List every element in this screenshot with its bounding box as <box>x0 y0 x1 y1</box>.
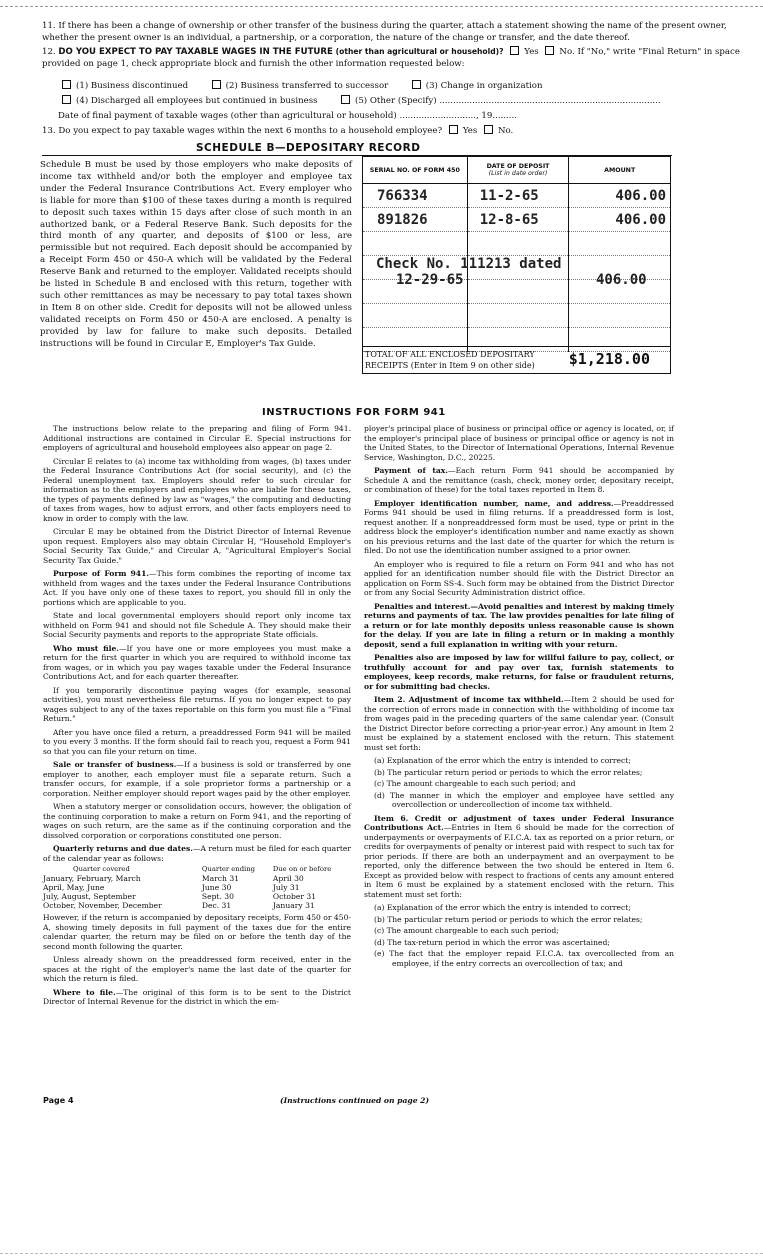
q12-yes-label: Yes <box>524 47 539 57</box>
table-row: April, May, June June 30 July 31 <box>43 883 300 892</box>
list-item: (b) The particular return period or periods to which the error relates; <box>374 914 643 924</box>
question-12: 12. DO YOU EXPECT TO PAY TAXABLE WAGES IN THE FUTURE (other than agricultural or household)? Yes No. If "No," write "Final Return" in space provided on page 1, check appropriate block and furnish the other information requested below: <box>42 47 740 69</box>
date-cell[interactable]: 12-8-65 <box>467 208 569 232</box>
table-row <box>363 208 671 232</box>
list-item: (d) The manner in which the employer and employee have settled any overcollection or undercollection of income tax withheld. <box>374 790 674 809</box>
instructions-title: INSTRUCTIONS FOR FORM 941 <box>262 407 446 418</box>
q13-yes-checkbox[interactable] <box>449 125 458 134</box>
list-item: (a) Explanation of the error which the entry is intended to correct; <box>374 903 631 912</box>
table-row <box>363 184 671 208</box>
check-note-line1: Check No. 111213 dated <box>376 256 562 272</box>
opt1-label: (1) Business discontinued <box>76 81 189 91</box>
col-amount-header: AMOUNT <box>569 157 671 184</box>
instructions-right-column: ployer's principal place of business or principal office or agency is located, or, if the employer's principal place of business or principal office or agency is not in the United States, to the Director of International Operations, Internal Revenue Service, Washington, D.C., 20225. Payment of tax.—Each return Form 941 should be accompanied by Schedule A and the remittance (cash, check, money order, depositary receipt, or combination of these) for the total taxes reported in Item 8. Employer identification number, name, and address.—Preaddressed Forms 941 should be used in filing returns. If a preaddressed form is lost, request another. If a nonpreaddressed form must be used, type or print in the address block the employer's identification number and name exactly as shown on his previous returns and the last date of the quarter for which the return is filed. Do not use the identification number assigned to a prior owner. An employer who is required to file a return on Form 941 and who has not applied for an identification number should file with the District Director an application on Form SS-4. Such form may be obtained from the District Director or from any Social Security Administration district office. Penalties and interest.—Avoid penalties and interest by making timely returns and payments of tax. The law provides penalties for late filing of a return or for late monthly deposits unless reasonable cause is shown for the delay. If you are late in filing a return or in making a monthly deposit, send a full explanation in writing with your return. Penalties also are imposed by law for willful failure to pay, collect, or truthfully account for and pay over tax, furnish statements to employees, keep records, make returns, for false or fraudulent returns, or for submitting bad checks. Item 2. Adjustment of income tax withheld.—Item 2 should be used for the correction of errors made in connection with the withholding of income tax from wages paid in the preceding quarters of the same calendar year. (Consult the District Director before correcting a prior-year error.) Any amount in Item 2 must be explained by a statement enclosed with the return. This statement must set forth: (a) Explanation of the error which the entry is intended to correct; (b) The particular return period or periods to which the error relates; (c) The amount chargeable to each such period; and (d) The manner in which the employer and employee have settled any overcollection or undercollection of income tax withheld. Item 6. Credit or adjustment of taxes under Federal Insurance Contributions Act.—Entries in Item 6 should be made for the correction of underpayments or overpayments of F.I.C.A. tax as reported on a prior return, or credits for overpayments of penalty or interest paid with respect to such tax for prior periods. If there are both an underpayment and an overpayment to be reported, only the difference between the two should be entered in Item 6. Except as provided below with respect to fractions of cents any amount entered in Item 6 must be explained by a statement enclosed with the return. This statement must set forth: (a) Explanation of the error which the entry is intended to correct; (b) The particular return period or periods to which the error relates; (c) The amount chargeable to each such period; (d) The tax-return period in which the error was ascertained; (e) The fact that the employer repaid F.I.C.A. tax overcollected from an employee, if the entry corrects an overcollection of tax; and <box>364 424 675 968</box>
serial-cell[interactable]: 891826 <box>363 208 468 232</box>
table-row <box>363 232 671 256</box>
question-13: 13. Do you expect to pay taxable wages within the next 6 months to a household employee? Yes No. <box>42 126 514 136</box>
amount-cell[interactable]: 406.00 <box>569 208 671 232</box>
opt3-checkbox[interactable] <box>412 80 421 89</box>
amount-cell[interactable]: 406.00 <box>569 184 671 208</box>
bottom-rule <box>0 1253 763 1254</box>
question-12-paren: (other than agricultural or household)? <box>335 47 504 56</box>
list-item: (c) The amount chargeable to each such period; and <box>374 779 576 788</box>
check-note-line2: 12-29-65 <box>396 272 464 288</box>
list-item: (a) Explanation of the error which the entry is intended to correct; <box>374 756 631 765</box>
total-label: TOTAL OF ALL ENCLOSED DEPOSITARY RECEIPTS (Enter in Item 9 on other side) <box>365 350 535 370</box>
options-row-1 <box>58 79 748 93</box>
opt2-checkbox[interactable] <box>212 80 221 89</box>
instructions-left-column: The instructions below relate to the preparing and filing of Form 941. Additional instructions are contained in Circular E. Special instructions for employers of agricultural and household employees also appear on page 2. Circular E relates to (a) income tax withholding from wages, (b) taxes under the Federal Insurance Contributions Act (for social security), and (c) the Federal unemployment tax. Employers should refer to such circular for information as to the employers and employees who are liable for these taxes, the types of payments defined by law as "wages," the computing and deducting of taxes from wages, how to adjust errors, and other facts employers need to know in order to comply with the law. Circular E may be obtained from the District Director of Internal Revenue upon request. Employers also may obtain Circular H, "Household Employer's Social Security Tax Guide," and Circular A, "Agricultural Employer's Social Security Tax Guide." Purpose of Form 941.—This form combines the reporting of income tax withheld from wages and the taxes under the Federal Insurance Contributions Act. If you have only one of these taxes to report, you should fill in only the portions which are applicable to you. State and local governmental employers should report only income tax withheld on Form 941 and should not file Schedule A. They should make their Social Security payments and reports to the appropriate State officials. Who must file.—If you have one or more employees you must make a return for the first quarter in which you are required to withhold income tax from wages, or in which you pay wages taxable under the Federal Insurance Contributions Act, and for each quarter thereafter. If you temporarily discontinue paying wages (for example, seasonal activities), you must nevertheless file returns. If you no longer expect to pay wages subject to any of the taxes reportable on this form you must file a "Final Return." After you have once filed a return, a preaddressed Form 941 will be mailed to you every 3 months. If the form should fail to reach you, request a Form 941 so that you can file your return on time. Sale or transfer of business.—If a business is sold or transferred by one employer to another, each employer must file a separate return. Such a transfer occurs, for example, if a sole proprietor forms a partnership or a corporation. Neither employer should report wages paid by the other employer. When a statutory merger or consolidation occurs, however, the obligation of the continuing corporation to make a return on Form 941, and the reporting of wages on such return, are the same as if the continuing corporation and the dissolved corporation or corporations constituted one person. Quarterly returns and due dates.—A return must be filed for each quarter of the calendar year as follows: Quarter covered Quarter ending Due on or before January, February, March March 31 April 30 April, May, June June 30 July 31 July, August, September Sept. 30 October 31 October, November, December Dec. 31 January 31 However, if the return is accompanied by depositary receipts, Form 450 or 450-A, showing timely deposits in full payment of the taxes due for the entire calendar quarter, the return may be filed on or before the tenth day of the second month following the quarter. Unless already shown on the preaddressed form received, enter in the spaces at the right of the employer's name the last date of the quarter for which the return is filed. Where to file.—The original of this form is to be sent to the District Director of Internal Revenue for the district in which the em- <box>43 424 352 1006</box>
table-row: January, February, March March 31 April 30 <box>43 874 304 883</box>
list-item: (e) The fact that the employer repaid F.I.C.A. tax overcollected from an employee, if the entry corrects an overcollection of tax; and <box>374 949 674 968</box>
q13-no-checkbox[interactable] <box>484 125 493 134</box>
opt1-checkbox[interactable] <box>62 80 71 89</box>
table-row: October, November, December Dec. 31 January 31 <box>43 901 315 910</box>
date-cell[interactable]: 11-2-65 <box>467 184 569 208</box>
options-row-2 <box>58 94 748 108</box>
check-amount: 406.00 <box>596 272 647 288</box>
list-item: (b) The particular return period or periods to which the error relates; <box>374 767 643 777</box>
top-rule <box>0 6 763 7</box>
quarter-due-dates-table: Quarter covered Quarter ending Due on or before January, February, March March 31 April 30 April, May, June June 30 July 31 July, August, September Sept. 30 October 31 October, November, December Dec. 31 January 31 <box>43 865 351 910</box>
schedule-b-text: Schedule B must be used by those employers who make deposits of income tax withheld and/or both the employer and employee tax under the Federal Insurance Contributions Act. Every employer who is liable for more than $100 of these taxes during a month is required to deposit such taxes within 15 days after close of such month in an authorized bank, or a Federal Reserve Bank. Such deposits for the third month of any quarter, and deposits of $100 or less, are permissible but not required. Each deposit should be accompanied by a Receipt Form 450 or 450-A which will be validated by the Federal Reserve Bank and returned to the employer. Validated receipts should be listed in Schedule B and enclosed with this return, together with such other remittances as may be necessary to pay total taxes shown in Item 8 on other side. Credit for deposits will not be allowed unless validated receipts on Form 450 or 450-A are enclosed. A penalty is provided by law for failure to make such deposits. Detailed instructions will be found in Circular E, Employer's Tax Guide. <box>40 160 352 349</box>
table-row <box>363 304 671 328</box>
final-payment-date[interactable]: Date of final payment of taxable wages (other than agricultural or household) ............................, 19......... <box>58 111 517 121</box>
list-item: (c) The amount chargeable to each such period; <box>374 926 559 935</box>
schedule-b-title: SCHEDULE B—DEPOSITARY RECORD <box>196 142 421 154</box>
question-11: 11. If there has been a change of ownership or other transfer of the business during the quarter, attach a statement showing the name of the present owner, whether the present owner is an individual, a partnership, or a corporation, the nature of the change or transfer, and the date thereof. <box>42 21 727 43</box>
col-date-header: DATE OF DEPOSIT (List in date order) <box>467 157 569 184</box>
continued-note: (Instructions continued on page 2) <box>280 1096 430 1105</box>
opt2-label: (2) Business transferred to successor <box>225 81 389 91</box>
question-12-heading: DO YOU EXPECT TO PAY TAXABLE WAGES IN THE FUTURE <box>58 47 333 57</box>
col-serial-header: SERIAL NO. OF FORM 450 <box>363 157 468 184</box>
list-item: (d) The tax-return period in which the error was ascertained; <box>374 937 610 947</box>
opt5-label: (5) Other (Specify) ................................................................................. <box>354 96 661 106</box>
table-row: July, August, September Sept. 30 October 31 <box>43 892 317 901</box>
depositary-record-table <box>362 156 671 352</box>
opt4-checkbox[interactable] <box>62 95 71 104</box>
total-value[interactable]: $1,218.00 <box>568 350 650 368</box>
opt3-label: (3) Change in organization <box>425 81 543 91</box>
q12-no-label: No. <box>559 47 575 57</box>
total-deposits-box <box>362 346 671 374</box>
page-number: Page 4 <box>43 1096 74 1105</box>
q12-yes-checkbox[interactable] <box>510 46 519 55</box>
question-12-tail: If "No," write "Final Return" in space provided on page 1, check appropriate block and furnish the other information requested below: <box>42 47 740 69</box>
serial-cell[interactable]: 766334 <box>363 184 468 208</box>
opt5-checkbox[interactable] <box>341 95 350 104</box>
q12-no-checkbox[interactable] <box>545 46 554 55</box>
opt4-label: (4) Discharged all employees but continued in business <box>76 96 318 106</box>
